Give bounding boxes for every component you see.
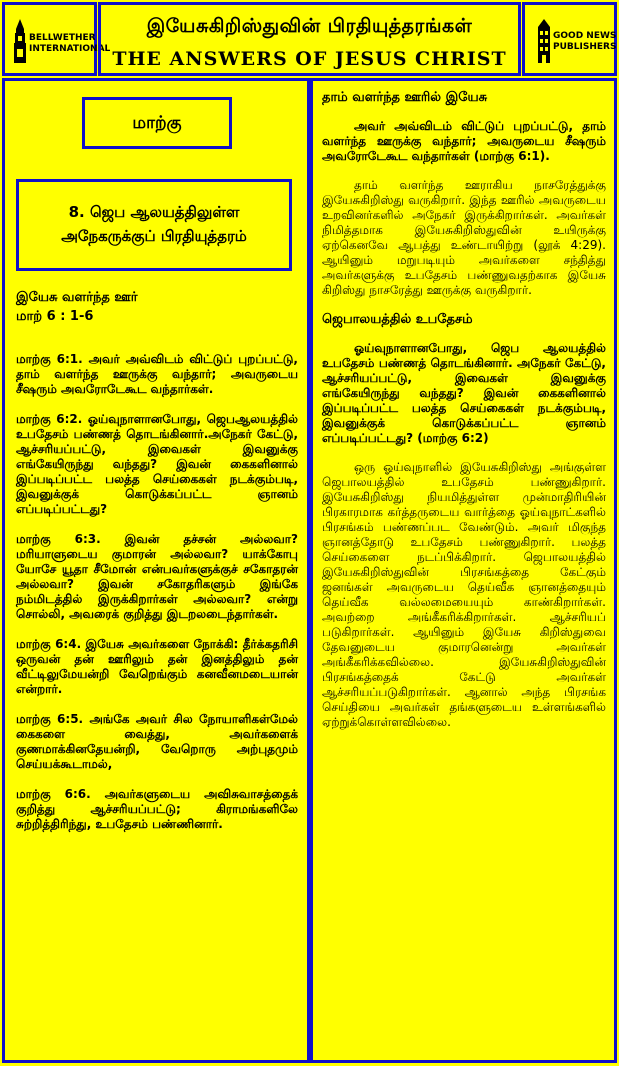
chapter-title-line-2: அநேகருக்குப் பிரதியுத்தரம் [61,227,247,245]
heading-synagogue: ஜெபாலயத்தில் உபதேசம் [322,312,473,327]
paragraph-hometown: தாம் வளர்ந்த ஊராகிய நாசரேத்துக்கு இயேசுகிறிஸ்து வருகிறார். இந்த ஊரில் அவருடைய உறவினர்களில் அநேகர் இருக்கிறார்கள். அவர்கள் நிமித்தமாக இயேசுகிறிஸ்துவின் உயிருக்கு ஏற்கெனவே ஆபத்து உண்டாயிற்று (லூக் 4:29). ஆயினும் மறுபடியும் அவர்களை சந்தித்து அவர்களுக்கு உபதேசம் பண்ணுவதற்காக இயேசு கிறிஸ்து நாசரேத்து ஊருக்கு வருகிறார். [322,178,606,297]
building-icon [535,19,553,63]
logo-left-line-2: INTERNATIONAL [29,44,111,54]
verse-6-6: மாற்கு 6:6. அவர்களுடைய அவிசுவாசத்தைக் குறித்து ஆச்சரியப்பட்டு; கிராமங்களிலே சுற்றித்திரிந்து, உபதேசம் பண்ணினார். [16,787,298,831]
section-heading-block [16,290,298,324]
quote-mark-6-1: அவர் அவ்விடம் விட்டுப் புறப்பட்டு, தாம் வளர்ந்த ஊருக்கு வந்தார்; அவருடைய சீஷரும் அவரோடேகூட வந்தார்கள் (மாற்கு 6:1). [322,119,606,163]
verse-6-3: மாற்கு 6:3. இவன் தச்சன் அல்லவா? மரியாளுடைய குமாரன் அல்லவா? யாக்கோபு யோசே யூதா சீமோன் என்பவர்களுக்குச் சகோதரன் அல்லவா? இவன் சகோதரிகளும் இங்கே நம்மிடத்தில் இருக்கிறார்கள் அல்லவா? என்று சொல்லி, அவரைக் குறித்து இடறலடைந்தார்கள். [16,532,298,621]
publisher-logo-left [2,2,111,76]
verse-list [16,352,298,832]
publisher-logo-right [522,2,617,76]
chapter-title-line-1: 8. ஜெப ஆலயத்திலுள்ள [68,203,240,221]
right-content [322,90,606,730]
logo-left-line-1: BELLWETHER [29,33,96,43]
section-heading: இயேசு வளர்ந்த ஊர் [16,290,138,305]
title-english: THE ANSWERS OF JESUS CHRIST [112,48,507,70]
page-header [98,2,521,76]
verse-6-2: மாற்கு 6:2. ஓய்வுநாளானபோது, ஜெபஆலயத்தில் உபதேசம் பண்ணத் தொடங்கினார்.அநேகர் கேட்டு, ஆச்சரியப்பட்டு, இவைகள் இவனுக்கு எங்கேயிருந்து வந்தது? இவன் கைகளினால் இப்படிப்பட்ட பலத்த செய்கைகள் நடக்கும்படி, இவனுக்குக் கொடுக்கப்பட்ட ஞானம் எப்படிப்பட்டது? [16,412,298,516]
book-name-box [82,97,232,149]
section-reference: மாற் 6 : 1-6 [16,309,94,324]
bell-tower-icon [11,19,29,63]
logo-right-line-2: PUBLISHERS [553,42,617,52]
verse-6-4: மாற்கு 6:4. இயேசு அவர்களை நோக்கி: தீர்க்கதரிசி ஒருவன் தன் ஊரிலும் தன் இனத்திலும் தன் வீட்டிலுமேயன்றி வேறெங்கும் கனவீனமடையான் என்றார். [16,637,298,696]
paragraph-synagogue: ஒரு ஓய்வுநாளில் இயேசுகிறிஸ்து அங்குள்ள ஜெபாலயத்தில் உபதேசம் பண்ணுகிறார். இயேசுகிறிஸ்து நியமித்துள்ள முன்மாதிரியின் பிரகாரமாக கர்த்தருடைய வார்த்தை ஓய்வுநாட்களில் பிரசங்கம் பண்ணப்பட வேண்டும். அவர் மிகுந்த ஞானத்தோடு உபதேசம் பண்ணுகிறார். பலத்த செய்கைளை நடப்பிக்கிறார். ஜெபாலயத்தில் இயேசுகிறிஸ்துவின் பிரசங்கத்தை கேட்கும் ஜனங்கள் அவருடைய தெய்வீக ஞானத்தையும் தெய்வீக வல்லமையையும் காண்கிறார்கள். அவற்றை அங்கீகரிக்கிறார்கள். ஆச்சரியப் படுகிறார்கள். ஆயினும் இயேசு கிறிஸ்துவை தேவனுடைய குமாரனென்று அவர்கள் அங்கீகரிக்கவில்லை. இயேசுகிறிஸ்துவின் பிரசங்கத்தைக் கேட்டு அவர்கள் ஆச்சரியப்படுகிறார்கள். ஆனால் அந்த பிரசங்க செய்தியை அவர்கள் தங்களுடைய உள்ளங்களில் ஏற்றுக்கொள்ளவில்லை. [322,460,606,729]
verse-6-1: மாற்கு 6:1. அவர் அவ்விடம் விட்டுப் புறப்பட்டு, தாம் வளர்ந்த ஊருக்கு வந்தார்; அவருடைய சீஷரும் அவரோடேகூட வந்தார்கள். [16,352,298,396]
quote-mark-6-2: ஓய்வுநாளானபோது, ஜெப ஆலயத்தில் உபதேசம் பண்ணத் தொடங்கினார். அநேகர் கேட்டு, ஆச்சரியப்பட்டு, இவைகள் இவனுக்கு எங்கேயிருந்து வந்தது? இவன் கைகளினால் இப்படிப்பட்ட பலத்த செய்கைகள் நடக்கும்படி, இவனுக்குக் கொடுக்கப்பட்ட ஞானம் எப்படிப்பட்டது? (மாற்கு 6:2) [322,341,606,445]
logo-right-line-1: GOOD NEWS [553,31,617,41]
chapter-title-box [16,179,292,271]
book-name: மாற்கு [132,113,182,133]
verse-6-5: மாற்கு 6:5. அங்கே அவர் சில நோயாளிகள்மேல் கைகளை வைத்து, அவர்களைக் குணமாக்கினதேயன்றி, வேறொரு அற்புதமும் செய்யக்கூடாமல், [16,712,298,771]
heading-hometown: தாம் வளர்ந்த ஊரில் இயேசு [322,90,488,105]
title-tamil: இயேசுகிறிஸ்துவின் பிரதியுத்தரங்கள் [146,15,473,37]
